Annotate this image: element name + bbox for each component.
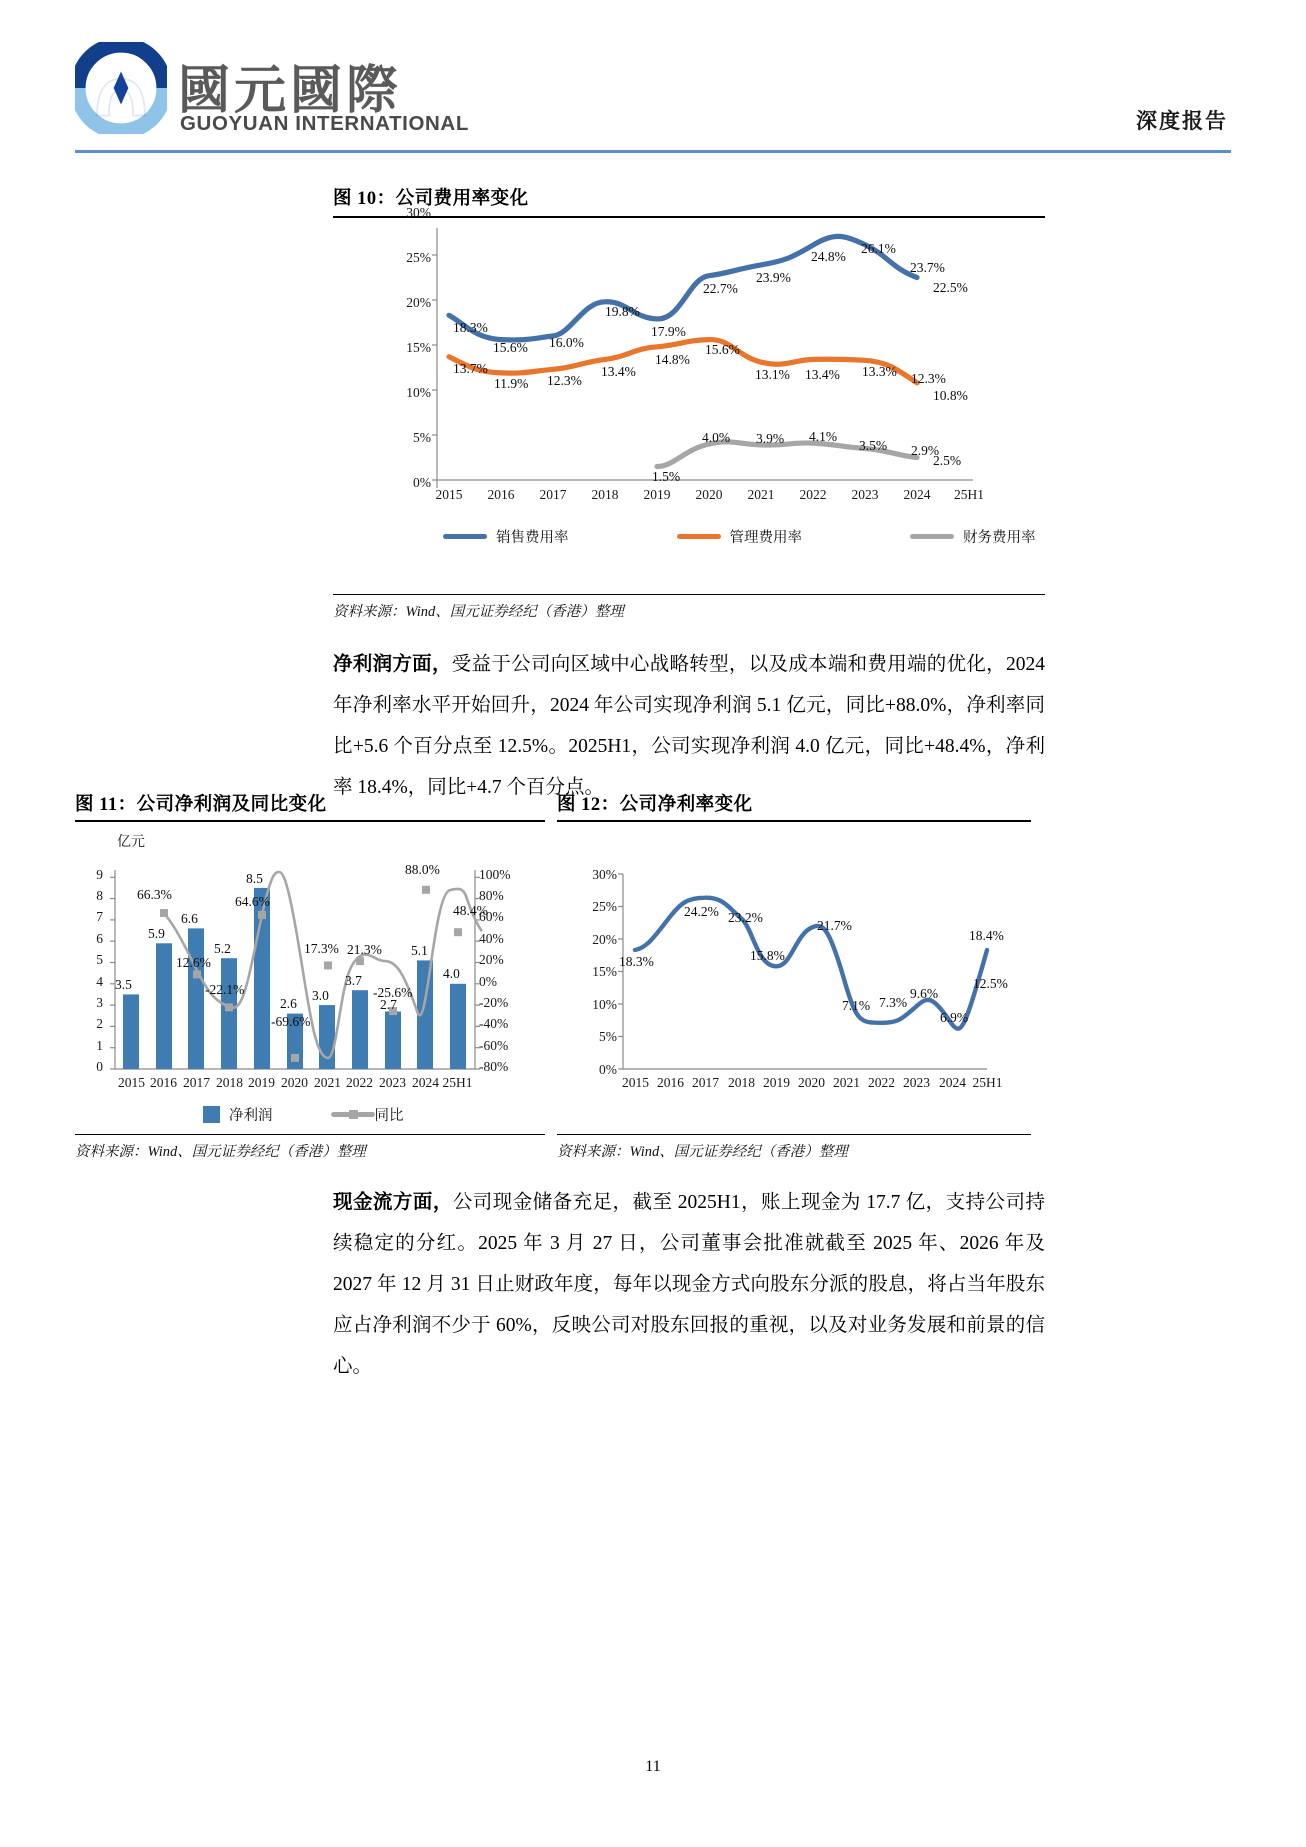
fig11-ytick-0: 0 <box>96 1059 103 1074</box>
fig12-label-2015: 18.3% <box>619 954 654 969</box>
fig11-ytick-5: 5 <box>96 952 103 967</box>
paragraph-cash-flow <box>333 1182 1045 1387</box>
fig11-ytick-7: 7 <box>96 909 103 924</box>
fig11-xtick-3: 2018 <box>216 1075 243 1090</box>
fig10-legend-label-fin: 财务费用率 <box>963 530 1036 546</box>
fig12-label-2017: 23.2% <box>728 910 763 925</box>
fig11-xtick-10: 25H1 <box>442 1075 473 1090</box>
fig12-bottom-rule <box>557 1134 1031 1135</box>
fig10-label-sales-2023: 26.1% <box>861 241 896 256</box>
fig11-yoy-label-2024: 88.0% <box>405 862 440 877</box>
fig11-xtick-5: 2020 <box>281 1075 308 1090</box>
fig12-title: 图 12：公司净利率变化 <box>557 795 753 815</box>
fig12-ytick-10: 10% <box>592 997 617 1012</box>
page-number: 11 <box>645 1758 661 1775</box>
fig12-label-2024: 12.5% <box>973 976 1008 991</box>
fig11-legend <box>203 1104 404 1125</box>
fig10-label-sales-2015: 18.3% <box>453 320 488 335</box>
fig12-xtick-4: 2019 <box>763 1075 790 1090</box>
fig10-label-admin-2017: 12.3% <box>547 373 582 388</box>
fig11-y2tick-0: 0% <box>479 974 497 989</box>
fig10-legend-swatch-sales <box>443 534 487 539</box>
fig10-chart <box>333 205 1045 588</box>
fig11-title: 图 11：公司净利润及同比变化 <box>75 795 327 815</box>
fig10-label-sales-2019: 17.9% <box>651 324 686 339</box>
logo-chinese-text: 國元國際 <box>178 62 403 120</box>
fig11-bar-label-25h1: 4.0 <box>443 966 460 981</box>
fig11-yoy-label-2021: 17.3% <box>304 941 339 956</box>
fig10-legend <box>443 526 1036 547</box>
fig10-label-fin-2024: 2.9% <box>911 443 940 458</box>
fig11-ytick-4: 4 <box>96 974 103 989</box>
fig11-xtick-0: 2015 <box>118 1075 145 1090</box>
fig10-ytick-0: 0% <box>413 475 431 490</box>
fig11-y2tick--60: -60% <box>479 1038 509 1053</box>
fig11-y2tick-20: 20% <box>479 952 504 967</box>
fig10-bottom-rule <box>333 594 1045 595</box>
fig12-ytick-15: 15% <box>592 964 617 979</box>
fig10-label-sales-2024: 23.7% <box>910 260 945 275</box>
fig12-label-2020: 7.1% <box>842 998 871 1013</box>
fig10-legend-item-admin[interactable] <box>677 526 803 547</box>
fig11-legend-item-profit[interactable] <box>203 1104 273 1125</box>
fig10-xtick-5: 2020 <box>695 487 723 502</box>
fig10-label-fin-2022: 4.1% <box>809 429 838 444</box>
fig10-legend-item-sales[interactable] <box>443 526 569 547</box>
guoyuan-logo-icon <box>75 42 167 134</box>
fig11-bar-label-2021: 3.0 <box>312 988 329 1003</box>
fig11-bar-label-2017: 6.6 <box>181 911 198 926</box>
fig11-bar-label-2019: 8.5 <box>246 871 263 886</box>
fig10-title-rule <box>333 216 1045 218</box>
fig10-label-fin-2019: 1.5% <box>652 469 681 484</box>
fig11-xtick-9: 2024 <box>412 1075 439 1090</box>
fig10-label-admin-2016: 11.9% <box>494 376 529 391</box>
fig11-bar-label-2018: 5.2 <box>214 941 231 956</box>
fig10-ytick-15: 15% <box>406 340 431 355</box>
fig10-label-sales-2022: 24.8% <box>811 249 846 264</box>
fig10-legend-swatch-fin <box>910 534 954 539</box>
fig10-label-admin-2018: 13.4% <box>601 364 636 379</box>
fig11-bar-label-2022: 3.7 <box>345 973 362 988</box>
fig12-xtick-5: 2020 <box>798 1075 825 1090</box>
fig10-legend-item-fin[interactable] <box>910 526 1036 547</box>
fig12-xtick-10: 25H1 <box>972 1075 1003 1090</box>
fig11-ytick-1: 1 <box>96 1038 103 1053</box>
fig11-legend-label-profit: 净利润 <box>229 1108 273 1124</box>
paragraph-cash-flow-lead: 现金流方面， <box>333 1192 453 1213</box>
fig11-bar-label-2023: 2.7 <box>380 997 397 1012</box>
fig12-label-2023: 6.9% <box>940 1010 969 1025</box>
fig10-label-fin-2020: 4.0% <box>702 430 731 445</box>
fig10-label-fin-25h1: 2.5% <box>933 453 962 468</box>
fig10-xtick-9: 2024 <box>903 487 931 502</box>
fig12-ytick-20: 20% <box>592 932 617 947</box>
paragraph-cash-flow-body: 公司现金储备充足，截至 2025H1，账上现金为 17.7 亿，支持公司持续稳定的分红。2025 年 3 月 27 日，公司董事会批准就截至 2025 年、2026 年及 2027 年 12 月 31 日止财政年度，每年以现金方式向股东分派的股息，将占当年股东应占净利润不少于 60%，反映公司对股东回报的重视，以及对业务发展和前景的信心。 <box>333 1192 1045 1377</box>
fig12-xtick-2: 2017 <box>692 1075 719 1090</box>
fig11-xtick-4: 2019 <box>248 1075 275 1090</box>
logo-chinese-wordmark <box>178 48 403 120</box>
fig10-label-sales-25h1: 22.5% <box>933 280 968 295</box>
fig10-label-admin-2021: 13.1% <box>755 367 790 382</box>
fig10-title: 图 10：公司费用率变化 <box>333 189 529 209</box>
fig11-yoy-label-2020: -69.6% <box>271 1014 311 1029</box>
fig11-yoy-label-2016: 66.3% <box>137 887 172 902</box>
fig11-title-rule <box>75 820 545 822</box>
fig11-bar-label-2015: 3.5 <box>115 977 132 992</box>
fig12-title-rule <box>557 820 1031 822</box>
fig10-ytick-5: 5% <box>413 430 431 445</box>
fig11-ytick-2: 2 <box>96 1016 103 1031</box>
fig12-source: 资料来源：Wind、国元证券经纪（香港）整理 <box>557 1144 848 1160</box>
fig11-bar-label-2016: 5.9 <box>148 926 165 941</box>
fig11-ytick-9: 9 <box>96 867 103 882</box>
fig12-xtick-9: 2024 <box>939 1075 966 1090</box>
fig11-xtick-7: 2022 <box>346 1075 373 1090</box>
fig11-yoy-label-2017: 12.6% <box>176 955 211 970</box>
fig12-ytick-25: 25% <box>592 899 617 914</box>
fig11-legend-label-yoy: 同比 <box>374 1108 404 1124</box>
fig11-legend-swatch-yoy <box>331 1112 375 1117</box>
fig10-label-sales-2021: 23.9% <box>756 270 791 285</box>
fig11-chart <box>75 826 545 1136</box>
fig10-ytick-20: 20% <box>406 295 431 310</box>
fig12-ytick-30: 30% <box>592 867 617 882</box>
fig10-label-fin-2023: 3.5% <box>859 438 888 453</box>
fig10-xtick-4: 2019 <box>643 487 671 502</box>
header-divider <box>75 150 1231 153</box>
fig10-label-admin-2019: 14.8% <box>655 352 690 367</box>
fig10-label-admin-2023: 13.3% <box>862 364 897 379</box>
fig10-label-admin-2024: 12.3% <box>911 371 946 386</box>
fig11-legend-swatch-profit <box>203 1106 220 1123</box>
fig10-label-fin-2021: 3.9% <box>756 431 785 446</box>
fig10-label-admin-2015: 13.7% <box>453 361 488 376</box>
fig11-y2tick-100: 100% <box>479 867 511 882</box>
fig12-label-2021: 7.3% <box>879 995 908 1010</box>
fig12-ytick-5: 5% <box>599 1029 617 1044</box>
fig10-xtick-6: 2021 <box>747 487 775 502</box>
document-type-label: 深度报告 <box>1136 109 1228 133</box>
fig10-label-sales-2017: 16.0% <box>549 335 584 350</box>
paragraph-net-profit <box>333 644 1045 808</box>
fig12-label-2016: 24.2% <box>684 904 719 919</box>
fig10-label-admin-25h1: 10.8% <box>933 388 968 403</box>
fig10-legend-label-sales: 销售费用率 <box>496 530 569 546</box>
fig11-y2tick--40: -40% <box>479 1016 509 1031</box>
fig12-xtick-3: 2018 <box>728 1075 755 1090</box>
fig11-ytick-8: 8 <box>96 888 103 903</box>
fig10-xtick-2: 2017 <box>539 487 567 502</box>
fig11-yoy-label-2018: -22.1% <box>205 982 245 997</box>
fig11-yoy-label-2019: 64.6% <box>235 894 270 909</box>
fig10-ytick-10: 10% <box>406 385 431 400</box>
fig11-y2tick--20: -20% <box>479 995 509 1010</box>
fig11-bar-label-2024: 5.1 <box>411 943 428 958</box>
fig11-legend-item-yoy[interactable] <box>331 1104 404 1125</box>
fig10-ytick-25: 25% <box>406 250 431 265</box>
fig11-xtick-6: 2021 <box>314 1075 341 1090</box>
paragraph-net-profit-body: 受益于公司向区域中心战略转型，以及成本端和费用端的优化，2024 年净利率水平开始回升，2024 年公司实现净利润 5.1 亿元，同比+88.0%，净利率同比+5.6 个百分点至 12.5%。2025H1，公司实现净利润 4.0 亿元，同比+48.4%，净利率 18.4%，同比+4.7 个百分点。 <box>333 654 1045 798</box>
fig12-xtick-1: 2016 <box>657 1075 684 1090</box>
page-header <box>0 0 1306 160</box>
fig10-label-sales-2020: 22.7% <box>703 281 738 296</box>
fig10-label-sales-2016: 15.6% <box>493 340 528 355</box>
fig11-unit-label: 亿元 <box>117 835 145 850</box>
fig11-ytick-6: 6 <box>96 931 103 946</box>
fig11-y2tick-60: 60% <box>479 909 504 924</box>
fig11-bottom-rule <box>75 1134 545 1135</box>
fig12-xtick-7: 2022 <box>868 1075 895 1090</box>
fig12-chart <box>557 826 1031 1136</box>
fig11-yoy-label-2022: 21.3% <box>347 942 382 957</box>
fig10-legend-swatch-admin <box>677 534 721 539</box>
fig10-legend-label-admin: 管理费用率 <box>729 530 802 546</box>
fig11-xtick-2: 2017 <box>183 1075 210 1090</box>
fig12-label-2019: 21.7% <box>817 918 852 933</box>
fig11-y2tick-80: 80% <box>479 888 504 903</box>
fig11-source: 资料来源：Wind、国元证券经纪（香港）整理 <box>75 1144 366 1160</box>
fig10-xtick-0: 2015 <box>435 487 463 502</box>
fig11-xtick-8: 2023 <box>379 1075 406 1090</box>
fig10-ytick-30: 30% <box>406 205 431 220</box>
fig10-label-sales-2018: 19.8% <box>605 304 640 319</box>
fig11-xtick-1: 2016 <box>150 1075 177 1090</box>
fig11-yoy-label-25h1: 48.4% <box>453 903 488 918</box>
fig10-label-admin-2020: 15.6% <box>705 342 740 357</box>
fig12-xtick-0: 2015 <box>622 1075 649 1090</box>
fig12-label-2018: 15.8% <box>750 948 785 963</box>
fig11-y2tick--80: -80% <box>479 1059 509 1074</box>
fig12-xtick-8: 2023 <box>903 1075 930 1090</box>
fig10-xtick-7: 2022 <box>799 487 827 502</box>
fig11-bar-label-2020: 2.6 <box>280 996 297 1011</box>
paragraph-net-profit-lead: 净利润方面， <box>333 654 452 675</box>
fig11-y2tick-40: 40% <box>479 931 504 946</box>
logo-english-wordmark: GUOYUAN INTERNATIONAL <box>180 112 469 135</box>
fig10-source: 资料来源：Wind、国元证券经纪（香港）整理 <box>333 604 624 620</box>
fig11-yoy-label-2023: -25.6% <box>373 985 413 1000</box>
fig12-label-25h1: 18.4% <box>969 928 1004 943</box>
fig10-xtick-3: 2018 <box>591 487 619 502</box>
fig10-xtick-8: 2023 <box>851 487 879 502</box>
fig10-xtick-10: 25H1 <box>954 487 984 502</box>
fig10-xtick-1: 2016 <box>487 487 515 502</box>
fig10-label-admin-2022: 13.4% <box>805 367 840 382</box>
fig12-label-2022: 9.6% <box>910 986 939 1001</box>
fig11-ytick-3: 3 <box>96 995 103 1010</box>
fig12-ytick-0: 0% <box>599 1062 617 1077</box>
fig12-xtick-6: 2021 <box>833 1075 860 1090</box>
